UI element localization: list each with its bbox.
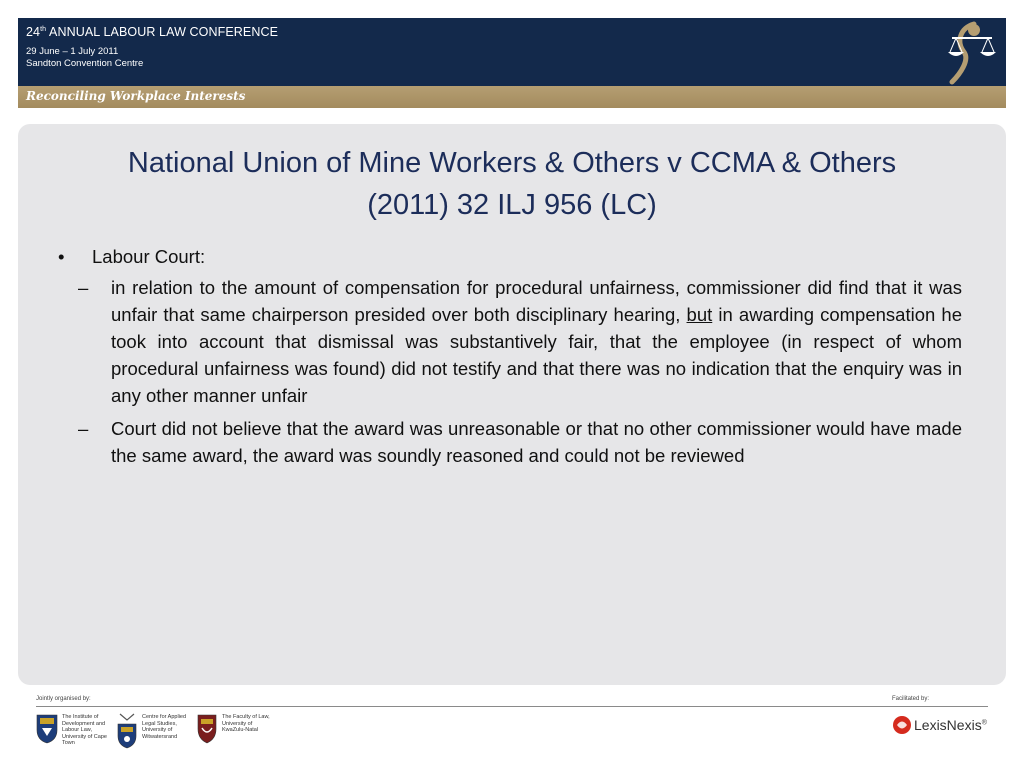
institution-text: The Faculty of Law, University of KwaZulu-Natal (222, 714, 270, 733)
institution-text: Centre for Applied Legal Studies, University of Witwatersrand (142, 714, 187, 740)
ukzn-crest-icon (196, 714, 218, 744)
facilitated-by-label: Facilitated by: (892, 696, 930, 702)
bullet-text: Labour Court: (92, 246, 206, 267)
sub-bullet-text-end: in awarding compensation he took into account that dismissal was substantively fair, that the employee (in respect of whom procedural unfairness was found) did not testify and that there was no indication that the enquiry was in any other manner unfair (111, 304, 963, 406)
dash-mark: – (78, 277, 89, 298)
dash-mark: – (78, 418, 89, 439)
sub-bullet-text: Court did not believe that the award was unreasonable or that no other commissioner would have made the same award, the award was soundly reasoned and could not be reviewed (111, 418, 962, 466)
bullet-item (58, 246, 962, 268)
conference-venue: Sandton Convention Centre (26, 58, 144, 69)
conference-header (18, 18, 1006, 86)
lexisnexis-logo-icon (892, 715, 912, 735)
sponsor-name: LexisNexis® (914, 717, 987, 733)
footer-divider (36, 706, 988, 707)
bullet-list (58, 246, 962, 475)
uct-crest-icon (36, 714, 58, 744)
bullet-mark: • (58, 246, 65, 267)
institution-uct (36, 712, 116, 752)
slide-content-panel (18, 124, 1006, 685)
title-line-1: National Union of Mine Workers & Others v CCMA & Others (127, 147, 897, 179)
wits-crest-icon (116, 712, 138, 750)
title-line-2: (2011) 32 ILJ 956 (LC) (367, 189, 657, 221)
sub-bullet-item (58, 415, 962, 469)
slide-title (58, 142, 966, 226)
lexisnexis-logo (892, 712, 992, 740)
underlined-word: but (686, 304, 713, 325)
sub-bullet-text-start: in relation to the amount of compensation for procedural unfairness, commissioner did find that it was unfair that same chairperson presided over both disciplinary hearing, (111, 277, 962, 325)
sub-bullet-item (58, 274, 962, 409)
institution-wits (116, 712, 196, 752)
institution-ukzn (196, 712, 276, 752)
institution-text: The Institute of Development and Labour Law, University of Cape Town (62, 714, 107, 746)
scales-of-justice-icon (930, 18, 1002, 86)
conference-dates: 29 June – 1 July 2011 (26, 46, 119, 57)
organised-by-label: Jointly organised by: (36, 696, 91, 702)
tagline-band (18, 86, 1006, 108)
conference-title: 24th ANNUAL LABOUR LAW CONFERENCE (26, 25, 279, 39)
conference-tagline: Reconciling Workplace Interests (26, 89, 246, 103)
